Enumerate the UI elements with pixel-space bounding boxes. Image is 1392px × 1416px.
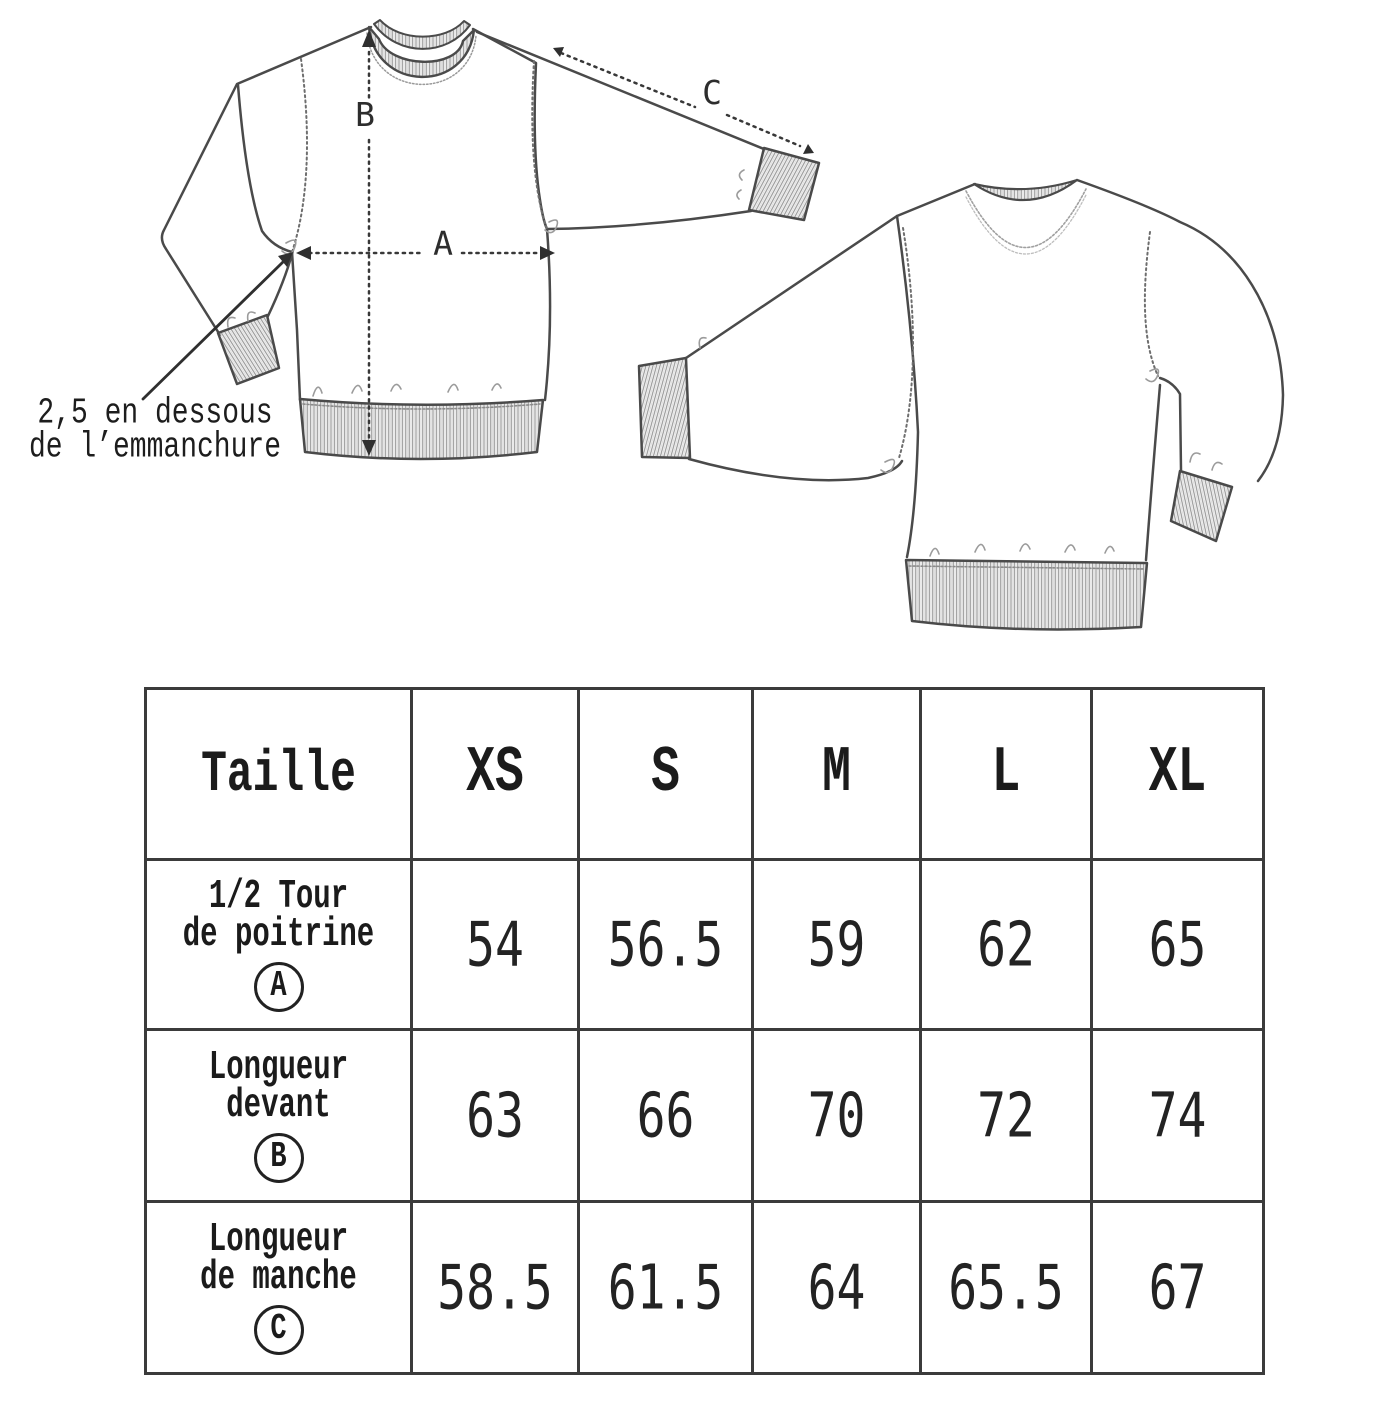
sweatshirt-diagram: [0, 0, 1392, 665]
front-length-row-label: Longueur devant B: [146, 1030, 412, 1202]
size-header-m: M: [753, 689, 921, 860]
size-chart-table: [144, 687, 1265, 1375]
front-length-l-value: 72: [921, 1030, 1092, 1202]
dimension-label-a: A: [433, 224, 453, 263]
size-header-s: S: [579, 689, 753, 860]
back-hem-ribbing: [906, 560, 1147, 629]
sleeve-length-xl-value: 67: [1092, 1202, 1264, 1374]
chest-m-value: 59: [753, 860, 921, 1030]
front-length-s-value: 66: [579, 1030, 753, 1202]
back-right-sleeve-inner-edge: [1160, 378, 1181, 470]
circled-letter-b: B: [254, 1133, 304, 1183]
front-length-xl-value: 74: [1092, 1030, 1264, 1202]
size-header-xs: XS: [412, 689, 579, 860]
front-hem-ribbing: [300, 399, 543, 459]
front-length-m-value: 70: [753, 1030, 921, 1202]
front-length-xs-value: 63: [412, 1030, 579, 1202]
back-left-cuff-ribbing: [639, 358, 690, 458]
dimension-label-b: B: [355, 95, 375, 134]
chest-s-value: 56.5: [579, 860, 753, 1030]
sleeve-length-m-value: 64: [753, 1202, 921, 1374]
sleeve-length-xs-value: 58.5: [412, 1202, 579, 1374]
armhole-note: [12, 394, 298, 469]
arrowhead-c-left: [553, 47, 564, 57]
dimension-label-c: C: [702, 73, 722, 112]
sleeve-length-row-label: Longueur de manche C: [146, 1202, 412, 1374]
chest-row-label: 1/2 Tour de poitrine A: [146, 860, 412, 1030]
header-row: [146, 689, 1264, 860]
front-length-row: [146, 1030, 1264, 1202]
circled-letter-c: C: [254, 1305, 304, 1355]
size-column-header: Taille: [146, 689, 412, 860]
arrowhead-c-right: [803, 144, 814, 154]
size-header-l: L: [921, 689, 1092, 860]
armhole-note-line1: 2,5 en dessous: [37, 394, 273, 435]
sleeve-length-row: [146, 1202, 1264, 1374]
chest-l-value: 62: [921, 860, 1092, 1030]
sleeve-length-l-value: 65.5: [921, 1202, 1092, 1374]
back-view-drawing: [639, 180, 1283, 629]
chest-row: [146, 860, 1264, 1030]
size-header-xl: XL: [1092, 689, 1264, 860]
chest-xs-value: 54: [412, 860, 579, 1030]
sleeve-length-s-value: 61.5: [579, 1202, 753, 1374]
armhole-note-line2: de l’emmanchure: [28, 427, 282, 469]
circled-letter-a: A: [254, 962, 304, 1012]
chest-xl-value: 65: [1092, 860, 1264, 1030]
